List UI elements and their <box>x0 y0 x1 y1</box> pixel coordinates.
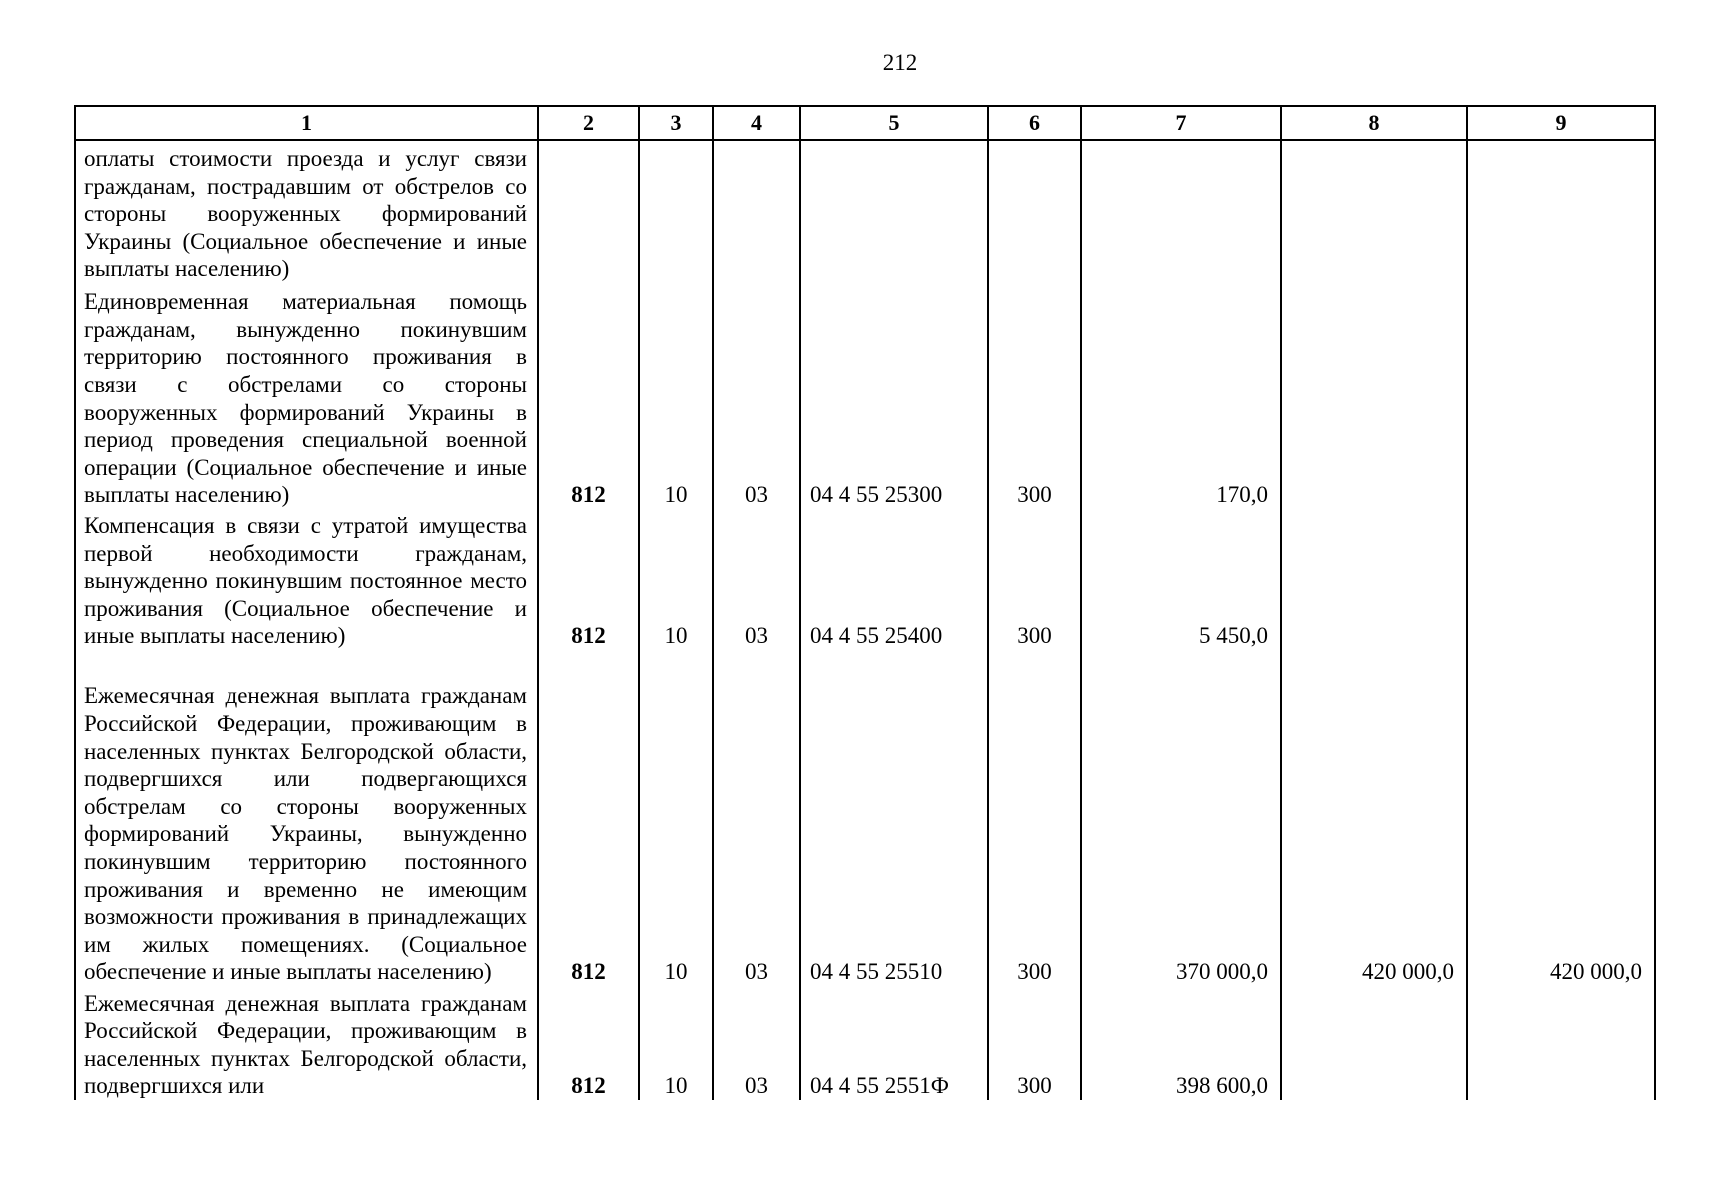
target-article-cell: 04 4 55 2551Ф <box>800 986 988 1100</box>
amount-col8-cell: 420 000,0 <box>1281 650 1467 986</box>
subsection-cell: 03 <box>713 509 800 650</box>
admin-code-cell <box>538 140 639 283</box>
table-row <box>75 140 1655 283</box>
expense-type-cell: 300 <box>988 283 1081 509</box>
admin-code-cell: 812 <box>538 283 639 509</box>
column-header: 9 <box>1467 106 1655 140</box>
admin-code-cell: 812 <box>538 986 639 1100</box>
target-article-cell: 04 4 55 25510 <box>800 650 988 986</box>
table-row <box>75 986 1655 1100</box>
admin-code-cell: 812 <box>538 650 639 986</box>
column-header: 7 <box>1081 106 1281 140</box>
amount-col8-cell <box>1281 986 1467 1100</box>
section-cell: 10 <box>639 283 713 509</box>
section-cell: 10 <box>639 986 713 1100</box>
amount-col8-cell <box>1281 509 1467 650</box>
amount-col7-cell: 170,0 <box>1081 283 1281 509</box>
row-description: Ежемесячная денежная выплата гражданам Российской Федерации, проживающим в населенных пунктах Белгородской области, подвергшихся или подвергающихся обстрелам со стороны вооруженных формирований Украины, вынужденно покинувшим территорию постоянного проживания и временно не имеющим возможности проживания в принадлежащих им жилых помещениях. (Социальное обеспечение и иные выплаты населению) <box>75 650 538 986</box>
column-header: 2 <box>538 106 639 140</box>
page-number: 212 <box>882 50 918 75</box>
amount-col7-cell: 370 000,0 <box>1081 650 1281 986</box>
table-row <box>75 283 1655 509</box>
target-article-cell <box>800 140 988 283</box>
amount-col8-cell <box>1281 283 1467 509</box>
amount-col7-cell: 398 600,0 <box>1081 986 1281 1100</box>
column-header: 4 <box>713 106 800 140</box>
row-description: Единовременная материальная помощь гражданам, вынужденно покинувшим территорию постоянного проживания в связи с обстрелами со стороны вооруженных формирований Украины в период проведения специальной военной операции (Социальное обеспечение и иные выплаты населению) <box>75 283 538 509</box>
amount-col9-cell: 420 000,0 <box>1467 650 1655 986</box>
row-description: оплаты стоимости проезда и услуг связи гражданам, пострадавшим от обстрелов со стороны вооруженных формирований Украины (Социальное обеспечение и иные выплаты населению) <box>75 140 538 283</box>
column-header: 3 <box>639 106 713 140</box>
subsection-cell: 03 <box>713 283 800 509</box>
subsection-cell <box>713 140 800 283</box>
table-row <box>75 509 1655 650</box>
expense-type-cell: 300 <box>988 509 1081 650</box>
section-cell <box>639 140 713 283</box>
subsection-cell: 03 <box>713 650 800 986</box>
section-cell: 10 <box>639 509 713 650</box>
table-row <box>75 650 1655 986</box>
column-header: 6 <box>988 106 1081 140</box>
amount-col9-cell <box>1467 283 1655 509</box>
expense-type-cell <box>988 140 1081 283</box>
amount-col7-cell <box>1081 140 1281 283</box>
amount-col8-cell <box>1281 140 1467 283</box>
expense-type-cell: 300 <box>988 986 1081 1100</box>
target-article-cell: 04 4 55 25300 <box>800 283 988 509</box>
section-cell: 10 <box>639 650 713 986</box>
expense-type-cell: 300 <box>988 650 1081 986</box>
column-header: 8 <box>1281 106 1467 140</box>
amount-col9-cell <box>1467 509 1655 650</box>
column-header: 1 <box>75 106 538 140</box>
budget-table <box>74 105 1656 1100</box>
admin-code-cell: 812 <box>538 509 639 650</box>
amount-col7-cell: 5 450,0 <box>1081 509 1281 650</box>
table-header-row <box>75 106 1655 140</box>
subsection-cell: 03 <box>713 986 800 1100</box>
row-description: Компенсация в связи с утратой имущества первой необходимости гражданам, вынужденно покинувшим постоянное место проживания (Социальное обеспечение и иные выплаты населению) <box>75 509 538 650</box>
row-description: Ежемесячная денежная выплата гражданам Российской Федерации, проживающим в населенных пунктах Белгородской области, подвергшихся или <box>75 986 538 1100</box>
amount-col9-cell <box>1467 140 1655 283</box>
amount-col9-cell <box>1467 986 1655 1100</box>
target-article-cell: 04 4 55 25400 <box>800 509 988 650</box>
column-header: 5 <box>800 106 988 140</box>
